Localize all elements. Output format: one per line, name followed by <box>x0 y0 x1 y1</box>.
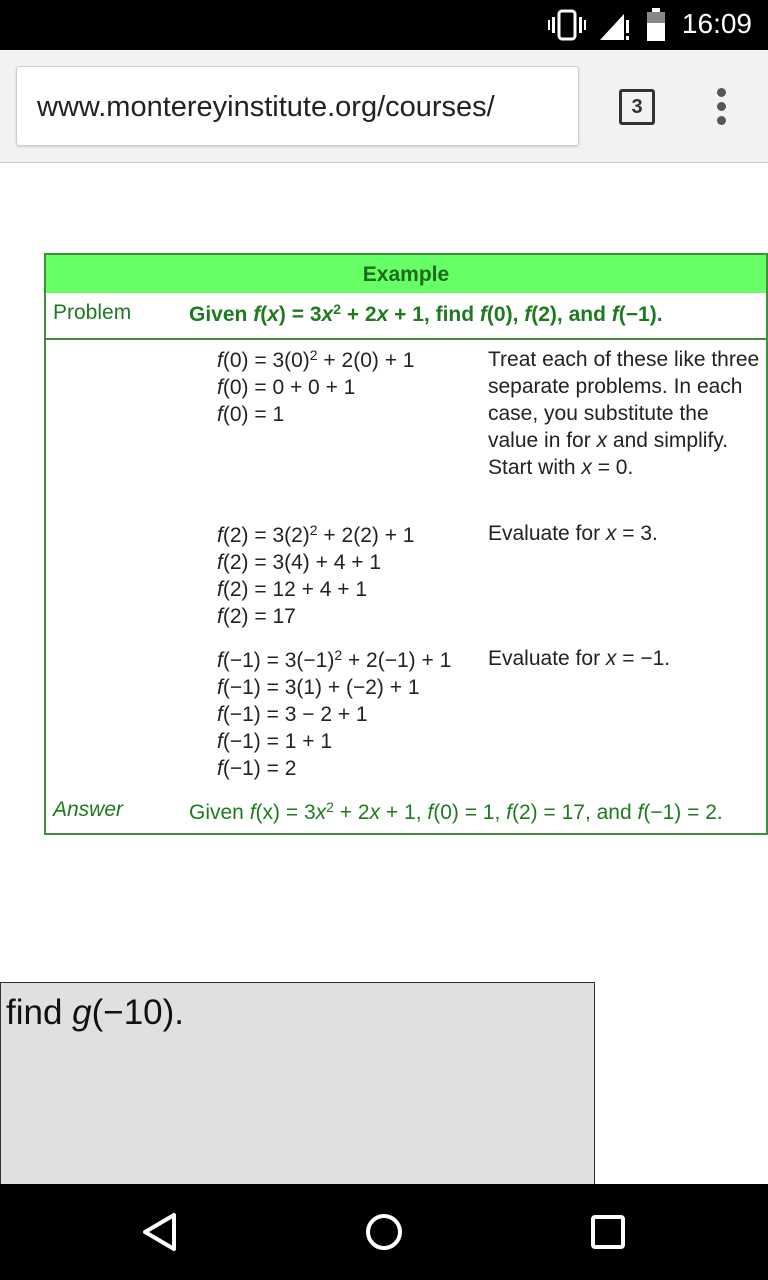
problem-statement: Given $f(x) = 3x^2 + 2x + 1$, find f(0), f(2), and f(−1). <box>189 301 663 326</box>
url-bar[interactable] <box>16 66 579 146</box>
signal-icon <box>600 14 629 40</box>
home-icon[interactable] <box>362 1210 406 1254</box>
example-header: Example <box>46 255 766 293</box>
work-line: f(−1) = 3(1) + (−2) + 1 <box>217 676 420 699</box>
vibrate-icon <box>548 11 586 39</box>
url-text[interactable]: www.montereyinstitute.org/courses/ <box>37 91 495 123</box>
work-line: f(0) = 0 + 0 + 1 <box>217 376 356 399</box>
work-line: $f(-1) = 3(-1)^2 + 2(-1) + 1$ <box>217 647 452 672</box>
tab-switcher-button[interactable]: 3 <box>619 89 655 125</box>
status-icons <box>548 8 674 42</box>
work-line: f(0) = 1 <box>217 403 285 426</box>
problem-divider <box>46 338 766 340</box>
step-2-note: Evaluate for x = 3. <box>488 522 658 545</box>
status-time: 16:09 <box>681 8 752 39</box>
step-1-note: Treat each of these like three separate problems. In each case, you substitute the value in for x and simplify. Start with x = 0. <box>488 348 760 479</box>
answer-statement: Given $f(x) = 3x^2 + 2x + 1$, f(0) = 1, f(2) = 17, and f(−1) = 2. <box>189 799 723 824</box>
work-line: $f(0) = 3(0)^2 + 2(0) + 1$ <box>217 347 415 372</box>
page-content <box>0 163 768 1184</box>
work-line: f(2) = 17 <box>217 605 296 628</box>
status-bar <box>0 0 768 50</box>
navigation-bar <box>0 1184 768 1280</box>
back-icon[interactable] <box>138 1210 182 1254</box>
answer-label: Answer <box>53 798 124 821</box>
overflow-menu-icon[interactable] <box>712 88 732 126</box>
battery-icon <box>647 8 665 41</box>
exercise-box <box>0 982 595 1184</box>
example-table <box>44 253 768 835</box>
work-line: f(−1) = 2 <box>217 757 297 780</box>
work-line: f(2) = 12 + 4 + 1 <box>217 578 368 601</box>
work-line: f(−1) = 3 − 2 + 1 <box>217 703 368 726</box>
exercise-text: find g(−10). <box>6 993 185 1032</box>
work-line: f(2) = 3(4) + 4 + 1 <box>217 551 382 574</box>
browser-toolbar <box>0 50 768 163</box>
step-3-note: Evaluate for x = −1. <box>488 647 671 670</box>
work-line: $f(2) = 3(2)^2 + 2(2) + 1$ <box>217 522 415 547</box>
step-1-work <box>217 347 414 428</box>
problem-label: Problem <box>53 301 132 324</box>
step-2-work <box>217 522 414 630</box>
recents-icon[interactable] <box>586 1210 630 1254</box>
work-line: f(−1) = 1 + 1 <box>217 730 332 753</box>
step-3-work <box>217 647 451 782</box>
